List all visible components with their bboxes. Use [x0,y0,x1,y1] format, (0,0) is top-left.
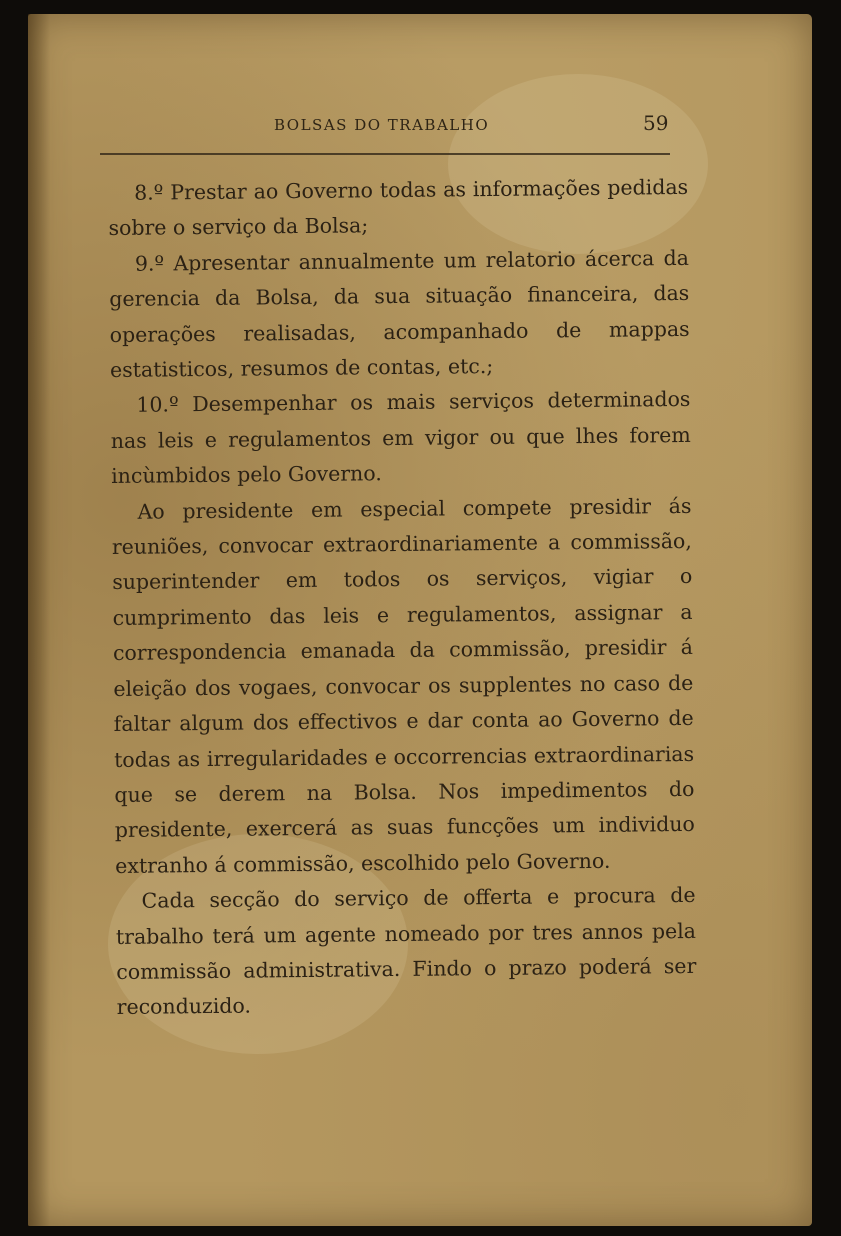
page-number: 59 [643,111,669,135]
paragraph-item-9: 9.º Apresentar annualmente um relatorio ácerca da gerencia da Bolsa, da sua situação financeira, das operações realisadas, acompanhado de mappas estatisticos, resumos de contas, etc.; [109,245,690,383]
running-head: BOLSAS DO TRABALHO [274,116,490,134]
paragraph-seccao: Cada secção do serviço de offerta e procura de trabalho terá um agente nomeado por tres annos pela commissão administrativa. Findo o prazo poderá ser reconduzido. [115,883,697,1020]
binding-shadow [28,14,50,1226]
header-rule [100,153,670,155]
body-text [108,170,697,1026]
paragraph-item-8: 8.º Prestar ao Governo todas as informações pedidas sobre o serviço da Bolsa; [108,174,689,241]
paragraph-president: Ao presidente em especial compete presidir ás reuniões, convocar extraordinariamente a commissão, superintender em todos os serviços, vigiar o cumprimento das leis e regulamentos, assignar a correspondencia emanada da commissão, presidir á eleição dos vogaes, convocar os supplentes no caso de faltar algum dos effectivos e dar conta ao Governo de todas as irregularidades e occorrencias extraordinarias que se derem na Bolsa. Nos impedimentos do presidente, exercerá as suas funcções um individuo extranho á commissão, escolhido pelo Governo. [111,493,695,878]
paragraph-item-10: 10.º Desempenhar os mais serviços determinados nas leis e regulamentos em vigor ou que lhes forem incùmbidos pelo Governo. [110,387,691,489]
